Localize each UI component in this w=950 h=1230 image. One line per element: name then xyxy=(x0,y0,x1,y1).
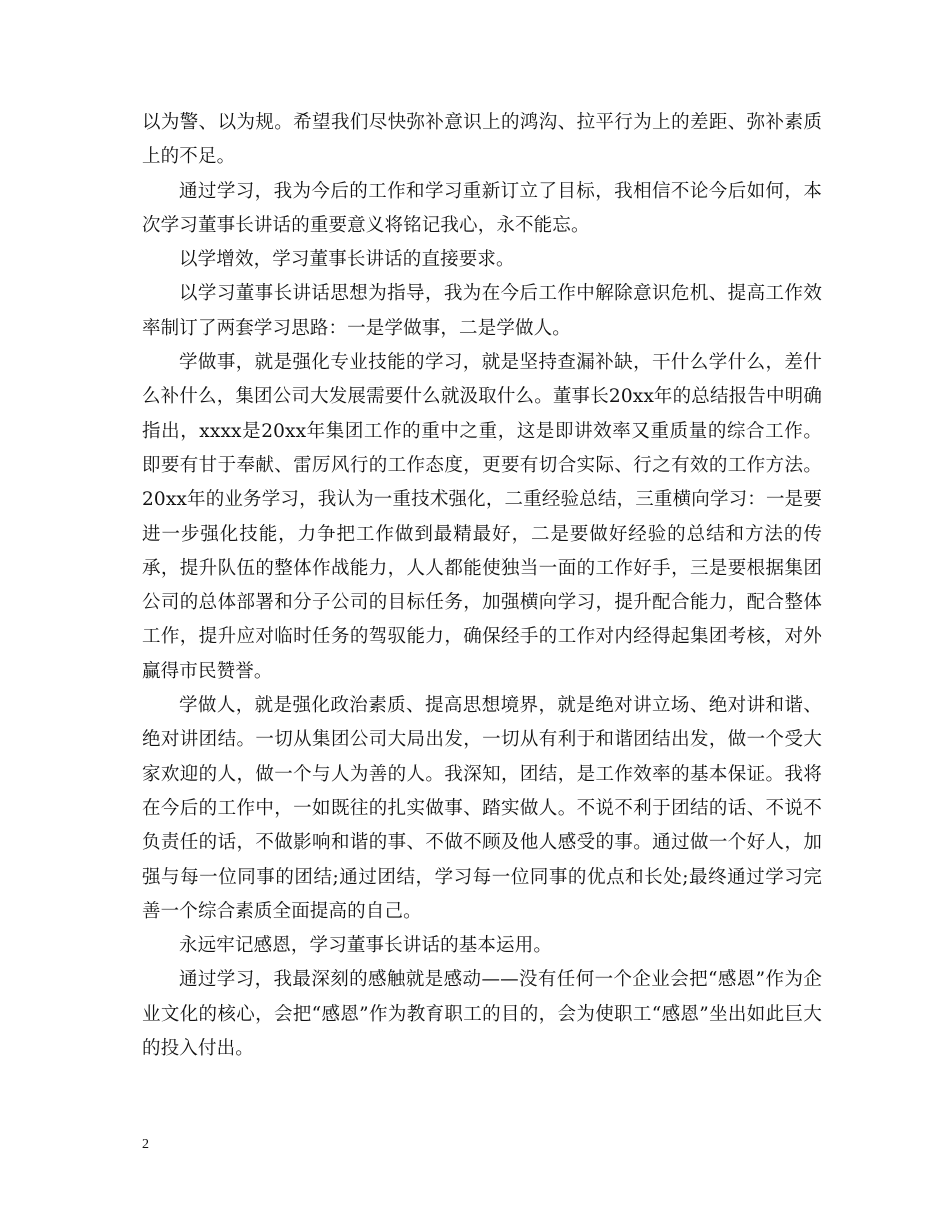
section-heading: 以学增效，学习董事长讲话的直接要求。 xyxy=(179,249,515,271)
paragraph: 学做人，就是强化政治素质、提高思想境界，就是绝对讲立场、绝对讲和谐、绝对讲团结。一切从集团公司大局出发，一切从有利于和谐团结出发，做一个受大家欢迎的人，做一个与人为善的人。我深知，团结，是工作效率的基本保证。我将在今后的工作中，一如既往的扎实做事、踏实做人。不说不利于团结的话、不说不负责任的话，不做影响和谐的事、不做不顾及他人感受的事。通过做一个好人，加强与每一位同事的团结;通过团结，学习每一位同事的优点和长处;最终通过学习完善一个综合素质全面提高的自己。 xyxy=(142,695,822,922)
paragraph: 通过学习，我最深刻的感触就是感动——没有任何一个企业会把“感恩”作为企业文化的核心，会把“感恩”作为教育职工的目的，会为使职工“感恩”坐出如此巨大的投入付出。 xyxy=(142,969,822,1060)
paragraph: 学做事，就是强化专业技能的学习，就是坚持查漏补缺，干什么学什么，差什么补什么，集团公司大发展需要什么就汲取什么。董事长20xx年的总结报告中明确指出，xxxx是20xx年集团工作的重中之重，这是即讲效率又重质量的综合工作。即要有甘于奉献、雷厉风行的工作态度，更要有切合实际、行之有效的工作方法。20xx年的业务学习，我认为一重技术强化，二重经验总结，三重横向学习：一是要进一步强化技能，力争把工作做到最精最好，二是要做好经验的总结和方法的传承，提升队伍的整体作战能力，人人都能使独当一面的工作好手，三是要根据集团公司的总体部署和分子公司的目标任务，加强横向学习，提升配合能力，配合整体工作，提升应对临时任务的驾驭能力，确保经手的工作对内经得起集团考核，对外赢得市民赞誉。 xyxy=(142,352,822,682)
paragraph: 以学习董事长讲话思想为指导，我为在今后工作中解除意识危机、提高工作效率制订了两套学习思路：一是学做事，二是学做人。 xyxy=(142,283,822,339)
body-text xyxy=(142,106,822,1066)
page-number: 2 xyxy=(142,1137,149,1152)
paragraph: 通过学习，我为今后的工作和学习重新订立了目标，我相信不论今后如何，本次学习董事长讲话的重要意义将铭记我心，永不能忘。 xyxy=(142,180,822,236)
paragraph: 以为警、以为规。希望我们尽快弥补意识上的鸿沟、拉平行为上的差距、弥补素质上的不足。 xyxy=(142,112,822,168)
section-heading: 永远牢记感恩，学习董事长讲话的基本运用。 xyxy=(179,935,553,957)
